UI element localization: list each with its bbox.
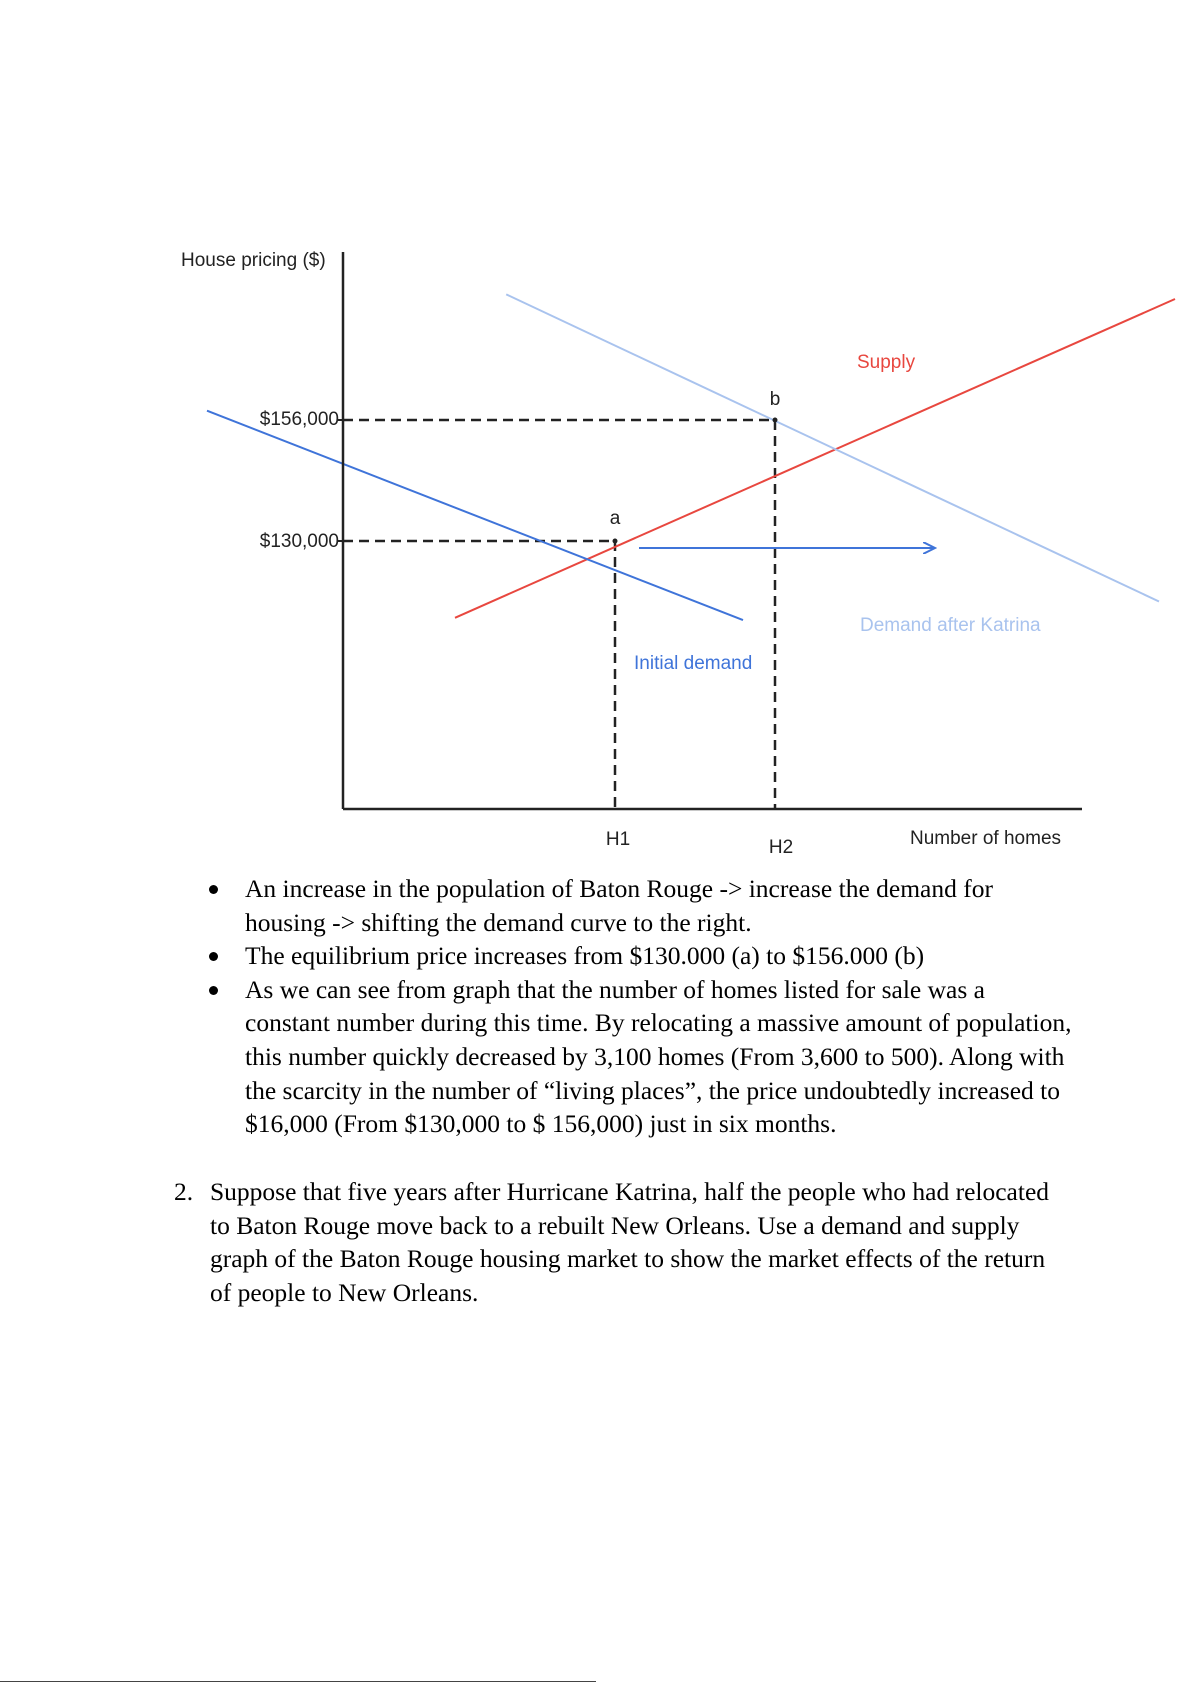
- equilibrium-point: [613, 539, 618, 544]
- y-tick-label: $156,000: [259, 409, 339, 430]
- x-axis-label: Number of homes: [910, 828, 1062, 849]
- bullet-dot: [209, 952, 218, 961]
- x-tick-label: H1: [605, 829, 631, 850]
- page-footer-rule: [0, 1681, 596, 1682]
- series-label: Demand after Katrina: [860, 615, 1041, 636]
- series-line-supply: [455, 299, 1175, 618]
- series-label: Initial demand: [634, 653, 753, 674]
- question-2: [174, 1175, 1054, 1309]
- series-line-demand-after-katrina: [506, 294, 1159, 601]
- bullet-item: [196, 973, 1076, 1141]
- equilibrium-point: [773, 418, 778, 423]
- series-label: Supply: [857, 352, 916, 373]
- point-label: a: [609, 508, 621, 529]
- bullet-text: The equilibrium price increases from $130.000 (a) to $156.000 (b): [245, 941, 925, 971]
- x-tick-label: H2: [768, 837, 794, 858]
- y-tick-label: $130,000: [259, 531, 339, 552]
- bullet-text: As we can see from graph that the number of homes listed for sale was a constant number during this time. By relocating a massive amount of population, this number quickly decreased by 3,100 homes (From 3,600 to 500). Along with the scarcity in the number of “living places”, the price undoubtedly increased to $16,000 (From $130,000 to $ 156,000) just in six months.: [245, 974, 1072, 1139]
- question-text: Suppose that five years after Hurricane Katrina, half the people who had relocated to Baton Rouge move back to a rebuilt New Orleans. Use a demand and supply graph of the Baton Rouge housing market to show the market effects of the return of people to New Orleans.: [210, 1177, 1050, 1307]
- answer-bullet-list: [196, 872, 1076, 1141]
- bullet-item: [196, 939, 1076, 973]
- bullet-item: [196, 872, 1076, 939]
- bullet-dot: [209, 986, 218, 995]
- question-number: 2.: [174, 1177, 194, 1206]
- series-line-initial-demand: [207, 411, 743, 620]
- point-label: b: [769, 389, 781, 410]
- bullet-dot: [209, 885, 218, 894]
- y-axis-label: House pricing ($): [181, 250, 326, 271]
- bullet-text: An increase in the population of Baton Rouge -> increase the demand for housing -> shifting the demand curve to the right.: [245, 874, 993, 937]
